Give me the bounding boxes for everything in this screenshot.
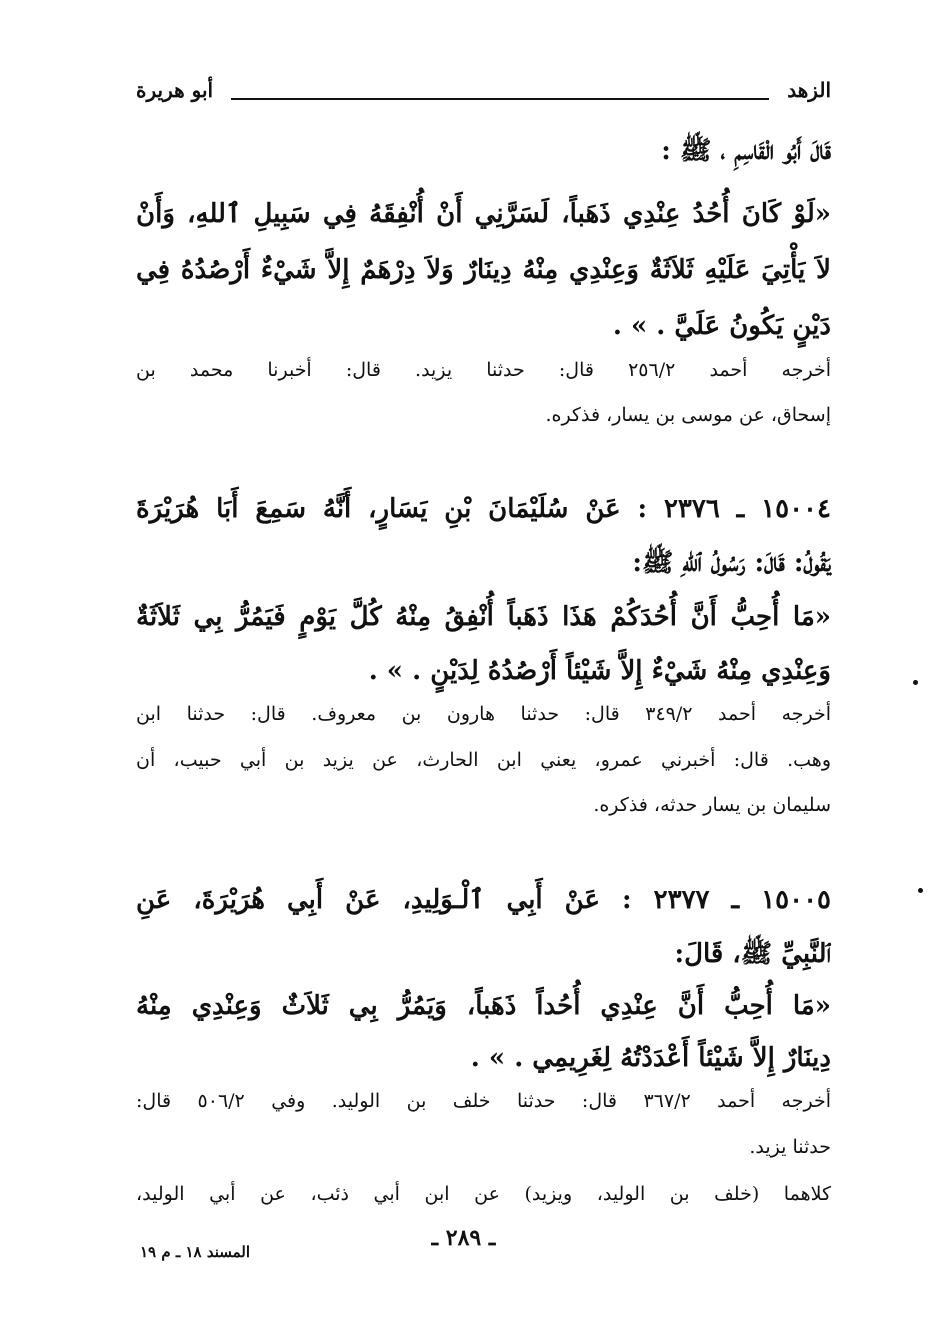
hadith-heading-line: ١٥٠٠٥ ـ ٢٣٧٧ : عَنْ أَبِي ٱلْـوَلِيدِ، عَنْ أَبِي هُرَيْرَةَ، عَنِ [136, 885, 831, 915]
takhrij-line: أخرجه أحمد ٣٤٩/٢ قال: حدثنا هارون بن معروف. قال: حدثنا ابن [136, 703, 832, 725]
hadith-text-line: لاَ يَأْتِيَ عَلَيْهِ ثَلاَثَةٌ وَعِنْدِي مِنْهُ دِينَارٌ وَلاَ دِرْهَمٌ إِلاَّ شَيْءٌ أَرْصُدُهُ فِي [136, 255, 831, 285]
text-line: يَقُولُ: قَالَ: رَسُولُ ٱللهِ ﷺ: [632, 548, 831, 578]
header-section-title: الزهد [787, 78, 831, 102]
hadith-text-line: دَيْنٍ يَكُونُ عَلَيَّ . » . [612, 311, 831, 341]
hadith-text-line: وَعِنْدِي مِنْهُ شَيْءٌ إِلاَّ شَيْئاً أَرْصُدُهُ لِدَيْنٍ . » . [368, 656, 831, 686]
hadith-heading-line: ١٥٠٠٤ ـ ٢٣٧٦ : عَنْ سُلَيْمَانَ بْنِ يَسَارٍ، أَنَّهُ سَمِعَ أَبَا هُرَيْرَةَ [136, 494, 831, 524]
page-number: ـ ٢٨٩ ـ [431, 1225, 496, 1251]
hadith-text-line: «مَا أُحِبُّ أَنَّ عِنْدِي أُحُداً ذَهَباً، وَيَمُرُّ بِي ثَلاَثٌ وَعِنْدِي مِنْهُ [136, 991, 831, 1021]
hadith-text-line: دِينَارٌ إِلاَّ شَيْئاً أَعْدَدْتُهُ لِغَرِيمِي . » . [470, 1043, 831, 1073]
takhrij-line: أخرجه أحمد ٢٥٦/٢ قال: حدثنا يزيد. قال: أخبرنا محمد بن [136, 359, 831, 381]
takhrij-line: كلاهما (خلف بن الوليد، ويزيد) عن ابن أبي ذئب، عن أبي الوليد، [136, 1183, 831, 1205]
takhrij-line: إسحاق، عن موسى بن يسار، فذكره. [545, 404, 831, 426]
header-narrator: أبو هريرة [136, 78, 214, 102]
takhrij-line: وهب. قال: أخبرني عمرو، يعني ابن الحارث، عن يزيد بن أبي حبيب، أن [136, 749, 831, 771]
hadith-text-line: «لَوْ كَانَ أُحُدُ عِنْدِي ذَهَباً، لَسَرَّنِي أَنْ أُنْفِقَهُ فِي سَبِيلِ ٱللهِ، وَأَنْ [136, 199, 831, 229]
takhrij-line: حدثنا يزيد. [749, 1136, 831, 1158]
takhrij-line: أخرجه أحمد ٣٦٧/٢ قال: حدثنا خلف بن الوليد. وفي ٥٠٦/٢ قال: [136, 1090, 831, 1112]
scan-speck [918, 888, 923, 893]
text-line: ٱلنَّبِيِّ ﷺ، قَالَ: [674, 939, 831, 969]
text-line: قَالَ أَبُو الْقَاسِمِ ، ﷺ : [661, 136, 831, 166]
takhrij-line: سليمان بن يسار حدثه، فذكره. [593, 794, 831, 816]
scan-speck [913, 680, 918, 685]
running-header [136, 78, 831, 108]
hadith-text-line: «مَا أُحِبُّ أَنَّ أُحُدَكُمْ هَذَا ذَهَباً أُنْفِقُ مِنْهُ كُلَّ يَوْمٍ فَيَمُرُّ بِي ثَلاَثَةٌ [136, 602, 831, 632]
header-rule [231, 98, 769, 100]
printer-signature: المسند ١٨ ـ م ١٩ [140, 1243, 251, 1261]
